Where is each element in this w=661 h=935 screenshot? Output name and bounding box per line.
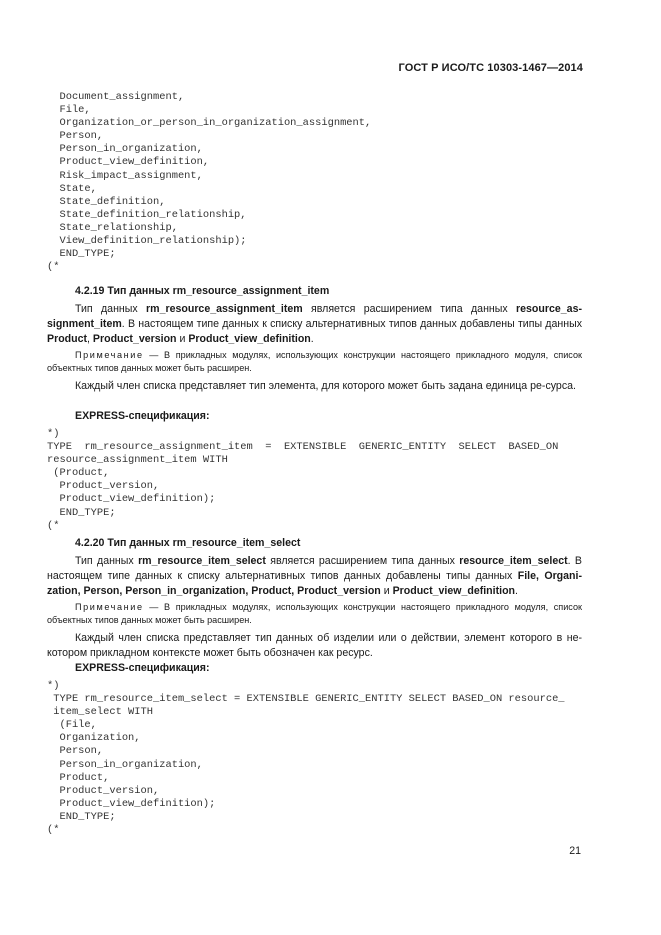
express-code-block-1: Document_assignment, File, Organization_or_person_in_organization_assignment, Person, Person_in_organization, Product_view_definition, Risk_impact_assignment, State, State_definition, State_definition_relationship, State_relationship, View_definition_relationship); END_TYPE; (* xyxy=(47,91,372,274)
express-code-block-3: *) TYPE rm_resource_item_select = EXTENSIBLE GENERIC_ENTITY SELECT BASED_ON resource_ item_select WITH (File, Organization, Person, Person_in_organization, Product, Product_version, Product_view_definition); END_TYPE; (* xyxy=(47,680,565,837)
express-code-block-2: *) TYPE rm_resource_assignment_item = EXTENSIBLE GENERIC_ENTITY SELECT BASED_ON resource_assignment_item WITH (Product, Product_version, Product_view_definition); END_TYPE; (* xyxy=(47,428,559,532)
section-4-2-19-note: Примечание — В прикладных модулях, использующих конструкции настоящего прикладного модуля, список объектных типов данных может быть расширен. xyxy=(47,350,582,373)
section-heading-4-2-20: 4.2.20 Тип данных rm_resource_item_select xyxy=(75,537,301,549)
section-4-2-19-member-description: Каждый член списка представляет тип элемента, для которого может быть задана единица ре-сурса. xyxy=(75,380,576,392)
section-heading-4-2-19: 4.2.19 Тип данных rm_resource_assignment_item xyxy=(75,285,330,297)
section-4-2-20-paragraph: Тип данных rm_resource_item_select является расширением типа данных resource_item_select. В настоящем типе данных к списку альтернативных типов данных добавлены типы данных File, Organi-zation, Person, Person_in_organization, Product, Product_version и Product_view_definition. xyxy=(47,555,583,597)
page-number: 21 xyxy=(569,845,581,857)
section-4-2-19-paragraph: Тип данных rm_resource_assignment_item является расширением типа данных resource_as-signment_item. В настоящем типе данных к списку альтернативных типов данных добавлены типы данных Product, Product_version и Product_view_definition. xyxy=(47,303,582,345)
express-spec-label-2: EXPRESS-спецификация: xyxy=(75,662,210,674)
express-spec-label-1: EXPRESS-спецификация: xyxy=(75,410,210,422)
section-4-2-20-member-description: Каждый член списка представляет тип данных об изделии или о действии, элемент которого в не-котором прикладном контексте может быть обозначен как ресурс. xyxy=(47,632,582,659)
document-header: ГОСТ Р ИСО/ТС 10303-1467—2014 xyxy=(398,62,583,74)
section-4-2-20-note: Примечание — В прикладных модулях, использующих конструкции настоящего прикладного модуля, список объектных типов данных может быть расширен. xyxy=(47,602,582,625)
